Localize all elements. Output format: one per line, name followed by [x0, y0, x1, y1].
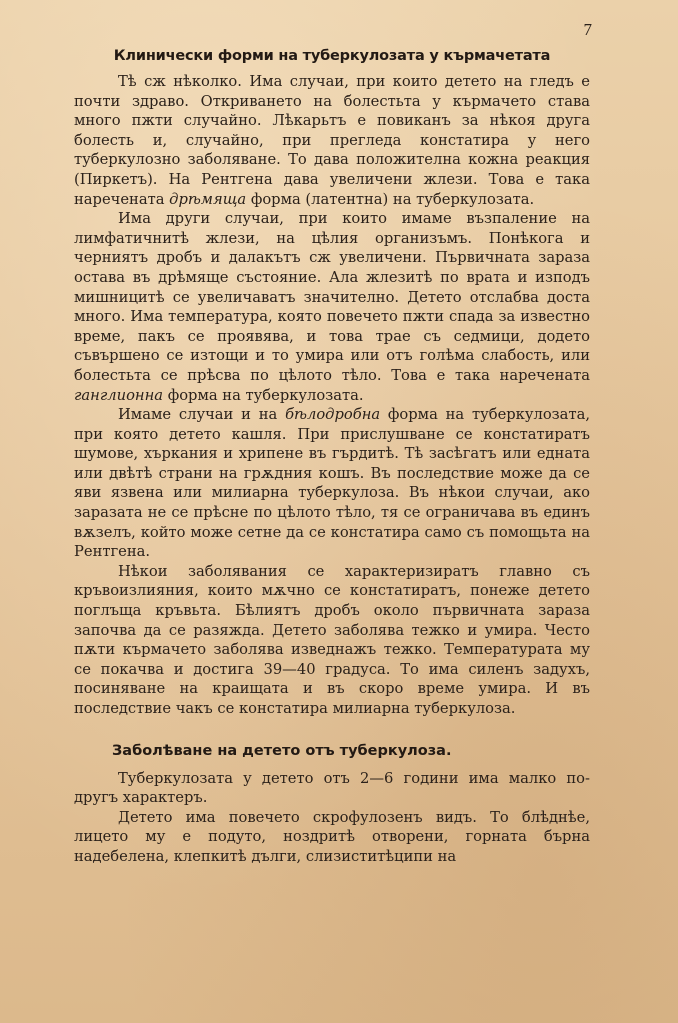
- paragraph-hemorrhage-form: Нѣкои заболявания се характеризиратъ главно съ кръвоизлияния, които мѫчно се констатиратъ, понеже детето поглъща кръвьта. Бѣлиятъ дробъ около първичната зараза започва да се разяжда. Детето заболява тежко и умира. Често пѫти кърмачето заболява изведнажъ тежко. Температурата му се покачва и достига 39—40 градуса. То има силенъ задухъ, посиняване на краищата и въ скоро време умира. И въ последствие чакъ се констатира милиарна туберкулоза.: [74, 562, 590, 717]
- term-ganglionic: ганглионна: [74, 386, 164, 404]
- section-title-child-illness: Заболѣване на детето отъ туберкулоза.: [112, 742, 452, 759]
- section-title-clinical-forms: Клинически форми на туберкулозата у кърмачетата: [113, 48, 551, 64]
- term-dormant: дрѣмяща: [169, 190, 247, 208]
- paragraph-pulmonary-form: Имаме случаи и на бѣлодробна форма на туберкулозата, при която детето кашля. При прислушване се констатиратъ шумове, хъркания и хрипене въ гърдитѣ. Тѣ засѣгатъ или едната или двѣтѣ страни на грѫдния кошъ. Въ последствие може да се яви язвена или милиарна туберкулоза. Въ нѣкои случаи, ако заразата не се прѣсне по цѣлото тѣло, тя се ограничава въ единъ вѫзелъ, който може сетне да се констатира само съ помощьта на Рентгена.: [74, 406, 590, 561]
- paragraph-latent-form: Тѣ сж нѣколко. Има случаи, при които детето на гледъ е почти здраво. Откриването на болестьта у кърмачето става много пжти случайно. Лѣкарьтъ е повиканъ за нѣкоя друга болесть и, случайно, при прегледа констатира у него туберкулозно заболяване. То дава положителна кожна реакция (Пиркетъ). На Рентгена дава увеличени жлези. Това е така наречената дрѣмяща форма (латентна) на туберкулозата.: [74, 73, 590, 208]
- term-pulmonary: бѣлодробна: [285, 406, 381, 424]
- paragraph-ganglion-form: Има други случаи, при които имаме възпаление на лимфатичнитѣ жлези, на цѣлия организъмъ. Понѣкога и черниятъ дробъ и далакътъ сж увеличени. Първичната зараза остава въ дрѣмяще състояние. Ала жлезитѣ по врата и изподъ мишницитѣ се увеличаватъ значително. Детето отслабва доста много. Има температура, която повечето пжти спада за известно време, пакъ се проявява, и това трае съ седмици, додето съвършено се изтощи и то умира или отъ голѣма слабость, или болестьта се прѣсва по цѣлото тѣло. Това е така наречената ганглионна форма на туберкулозата.: [74, 210, 590, 404]
- paragraph-child-age: Туберкулозата у детето отъ 2—6 години има малко по-другъ характеръ.: [74, 769, 590, 807]
- page-body: [74, 44, 590, 867]
- paragraph-scrofulous: Детето има повечето скрофулозенъ видъ. То блѣднѣе, лицето му е подуто, ноздритѣ отворени, горната бърна надебелена, клепкитѣ дълги, слизиститѣципи на: [74, 808, 590, 865]
- page-number: 7: [583, 20, 592, 39]
